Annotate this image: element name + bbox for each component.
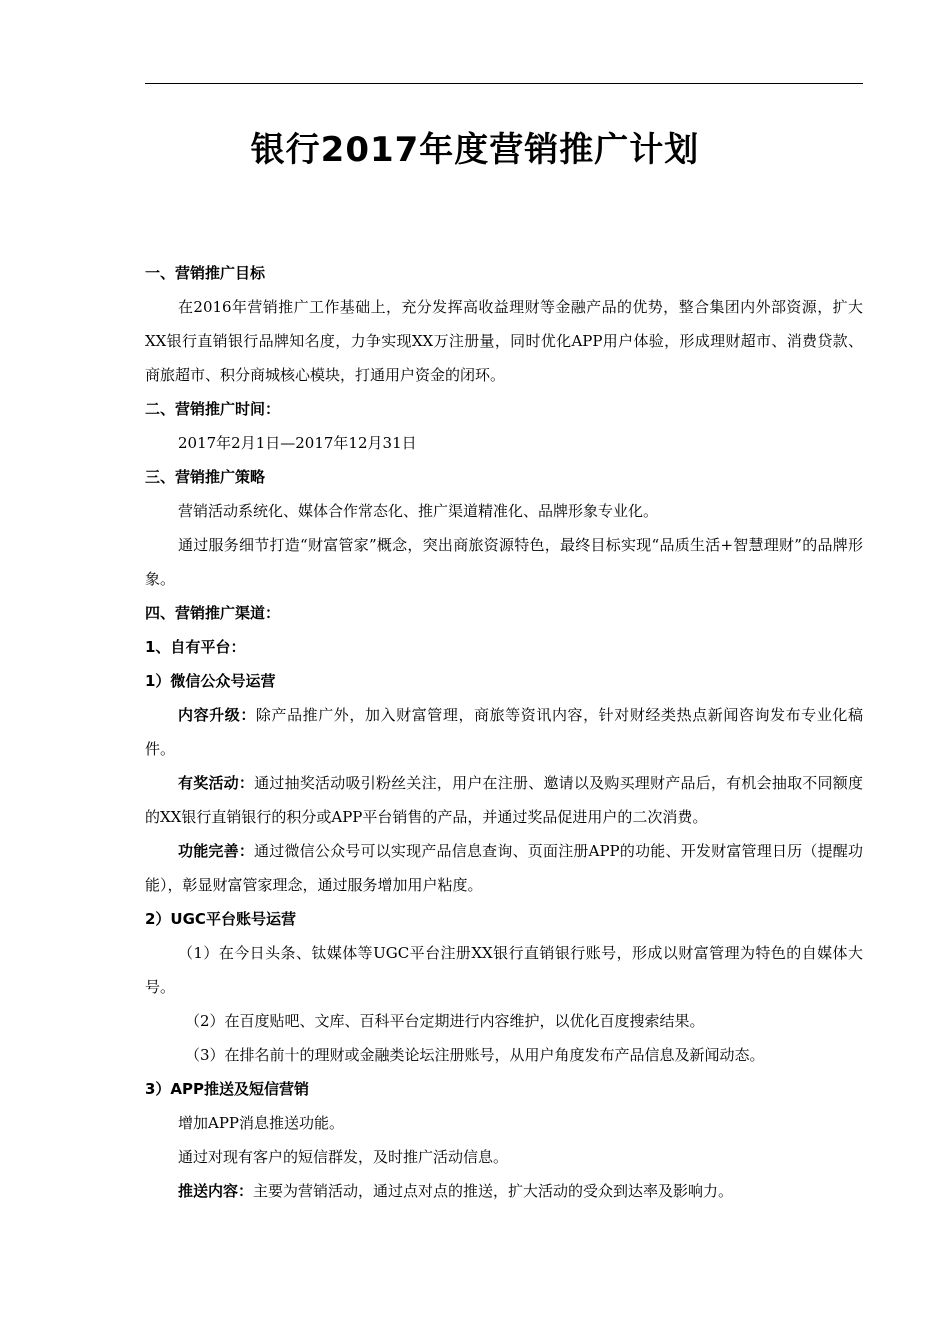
wechat-content-label: 内容升级： [178, 706, 256, 724]
section-1-paragraph: 在2016年营销推广工作基础上，充分发挥高收益理财等金融产品的优势，整合集团内外部资源，扩大XX银行直销银行品牌知名度，力争实现XX万注册量，同时优化APP用户体验，形成理财超市、消费贷款、商旅超市、积分商城核心模块，打通用户资金的闭环。 [145, 298, 863, 384]
section-3-paragraph-1: 营销活动系统化、媒体合作常态化、推广渠道精准化、品牌形象专业化。 [178, 502, 659, 520]
wechat-content-text: 除产品推广外，加入财富管理，商旅等资讯内容，针对财经类热点新闻咨询发布专业化稿件。 [145, 706, 863, 758]
wechat-content-paragraph [145, 698, 863, 766]
document-title: 银行2017年度营销推广计划 [250, 130, 700, 170]
section-3-heading: 三、营销推广策略 [145, 468, 266, 486]
section-2-paragraph: 2017年2月1日—2017年12月31日 [178, 434, 417, 452]
app-paragraph-1: 增加APP消息推送功能。 [178, 1114, 345, 1132]
ugc-heading: 2）UGC平台账号运营 [145, 910, 296, 928]
ugc-item-3: （3）在排名前十的理财或金融类论坛注册账号，从用户角度发布产品信息及新闻动态。 [185, 1046, 765, 1064]
section-3-paragraph-2: 通过服务细节打造“财富管家”概念，突出商旅资源特色，最终目标实现“品质生活+智慧理财”的品牌形象。 [145, 536, 863, 588]
section-1-heading: 一、营销推广目标 [145, 264, 266, 282]
wechat-reward-text: 通过抽奖活动吸引粉丝关注，用户在注册、邀请以及购买理财产品后，有机会抽取不同额度的XX银行直销银行的积分或APP平台销售的产品，并通过奖品促进用户的二次消费。 [145, 774, 863, 826]
wechat-reward-label: 有奖活动： [178, 774, 255, 792]
section-2-heading: 二、营销推广时间： [145, 400, 281, 418]
wechat-feature-label: 功能完善： [178, 842, 255, 860]
app-push-label: 推送内容： [178, 1182, 254, 1200]
app-heading: 3）APP推送及短信营销 [145, 1080, 310, 1098]
document-body [145, 256, 863, 1208]
wechat-heading: 1）微信公众号运营 [145, 672, 276, 690]
wechat-feature-text: 通过微信公众号可以实现产品信息查询、页面注册APP的功能、开发财富管理日历（提醒功能），彰显财富管家理念，通过服务增加用户粘度。 [145, 842, 863, 894]
ugc-item-1: （1）在今日头条、钛媒体等UGC平台注册XX银行直销银行账号，形成以财富管理为特色的自媒体大号。 [145, 944, 863, 996]
app-push-paragraph [145, 1174, 863, 1208]
wechat-reward-paragraph [145, 766, 863, 834]
subsection-own-platform: 1、自有平台： [145, 638, 246, 656]
app-paragraph-2: 通过对现有客户的短信群发，及时推广活动信息。 [178, 1148, 509, 1166]
app-push-text: 主要为营销活动，通过点对点的推送，扩大活动的受众到达率及影响力。 [253, 1182, 734, 1200]
section-4-heading: 四、营销推广渠道： [145, 604, 281, 622]
ugc-item-2: （2）在百度贴吧、文库、百科平台定期进行内容维护，以优化百度搜索结果。 [185, 1012, 705, 1030]
header-rule [145, 83, 863, 84]
wechat-feature-paragraph [145, 834, 863, 902]
